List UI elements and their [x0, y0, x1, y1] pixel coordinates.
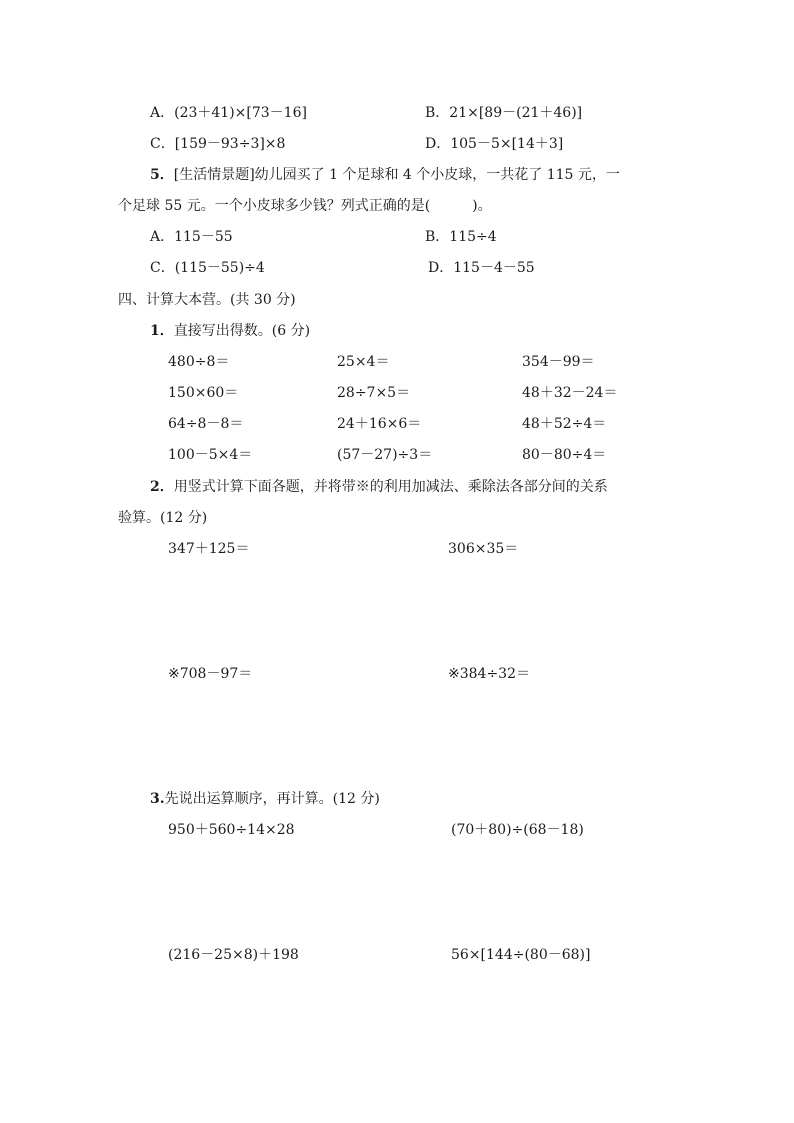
q4-option-d: D．105－5×[14＋3] [425, 136, 564, 152]
order-calc-item: 56×[144÷(80－68)] [451, 947, 591, 963]
q5-option-d: D．115－4－55 [428, 260, 535, 276]
oral-calc-item: 80－80÷4＝ [522, 447, 607, 463]
order-calc-item: 950＋560÷14×28 [168, 822, 295, 838]
q4-option-a: A．(23＋41)×[73－16] [150, 105, 307, 121]
part1-number: 1． [150, 323, 174, 339]
q5-option-c: C．(115－55)÷4 [150, 260, 265, 276]
oral-calc-item: 480÷8＝ [168, 354, 230, 370]
part3-number: 3. [150, 791, 165, 807]
part3-heading [150, 789, 380, 809]
part1-heading [150, 321, 310, 341]
oral-calc-item: 150×60＝ [168, 385, 239, 401]
part2-heading [150, 477, 608, 497]
q4-option-b: B．21×[89－(21＋46)] [425, 105, 583, 121]
order-calc-item: (70＋80)÷(68－18) [451, 822, 584, 838]
part2-line1: 用竖式计算下面各题，并将带※的利用加减法、乘除法各部分间的关系 [173, 479, 608, 495]
vertical-calc-item: 347＋125＝ [168, 541, 250, 557]
part1-title: 直接写出得数。(6 分) [173, 323, 311, 339]
oral-calc-item: (57－27)÷3＝ [337, 447, 433, 463]
q5-option-a: A．115－55 [150, 229, 233, 245]
oral-calc-item: 48＋52÷4＝ [522, 416, 607, 432]
part2-number: 2． [150, 479, 174, 495]
part3-title: 先说出运算顺序，再计算。(12 分) [164, 791, 380, 807]
vertical-calc-item: ※384÷32＝ [448, 666, 530, 682]
vertical-calc-item: 306×35＝ [448, 541, 519, 557]
q5-question [150, 165, 620, 185]
oral-calc-item: 24＋16×6＝ [337, 416, 422, 432]
oral-calc-item: 100－5×4＝ [168, 447, 253, 463]
section4-title: 四、计算大本营。(共 30 分) [118, 292, 296, 308]
oral-calc-item: 64÷8－8＝ [168, 416, 244, 432]
oral-calc-item: 28÷7×5＝ [337, 385, 411, 401]
oral-calc-item: 48＋32－24＝ [522, 385, 618, 401]
order-calc-item: (216－25×8)＋198 [168, 947, 299, 963]
q5-line2: 个足球 55 元。一个小皮球多少钱？列式正确的是( )。 [118, 198, 492, 214]
part2-line2: 验算。(12 分) [118, 510, 208, 526]
q5-option-b: B．115÷4 [425, 229, 497, 245]
vertical-calc-item: ※708－97＝ [168, 666, 253, 682]
q5-number: 5． [150, 167, 174, 183]
oral-calc-item: 25×4＝ [337, 354, 390, 370]
q4-option-c: C．[159－93÷3]×8 [150, 136, 286, 152]
q5-line1: [生活情景题]幼儿园买了 1 个足球和 4 个小皮球，一共花了 115 元，一 [173, 167, 620, 183]
oral-calc-item: 354－99＝ [522, 354, 595, 370]
